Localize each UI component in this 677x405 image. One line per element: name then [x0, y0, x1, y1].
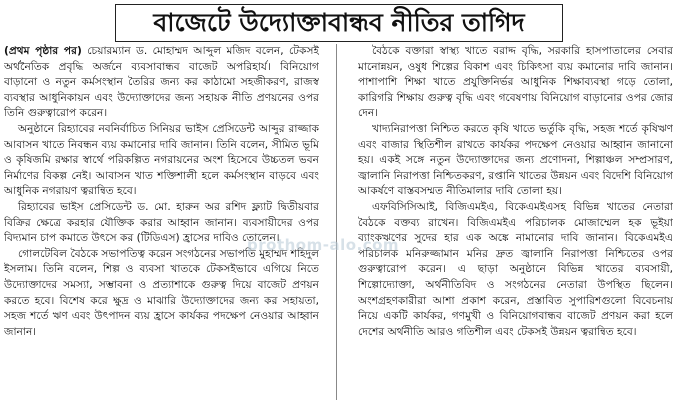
column-divider [336, 44, 337, 400]
left-column [4, 44, 319, 402]
left-paragraph-1-text: চেয়ারম্যান ড. মোহাম্মদ আব্দুল মজিদ বলেন, টেকসই অর্থনৈতিক প্রবৃদ্ধি অর্জনে ব্যবসাবান্ধব বাজেট অপরিহার্য। বিনিয়োগ বাড়ানো ও নতুন কর্মসংস্থান তৈরির জন্য কর কাঠামো সহজীকরণ, রাজস্ব ব্যবস্থার আধুনিকায়ন এবং উদ্যোক্তাদের জন্য সহায়ক নীতি প্রণয়নের ওপর তিনি গুরুত্বারোপ করেন। [4, 45, 319, 120]
right-paragraph-3: এফবিসিসিআই, বিজিএমইএ, বিকেএমইএসহ বিভিন্ন খাতের নেতারা বৈঠকে বক্তব্য রাখেন। বিজিএমইএ পরিচালক মোজাম্মেল হক ভূইয়া ব্যাংকঋণের সুদের হার এক অঙ্কে নামানোর দাবি জানান। বিকেএমইএ পরিচালক মনিরুজ্জামান মনির দ্রুত জ্বালানি নিরাপত্তা নিশ্চিতের ওপর গুরুত্বারোপ করেন। এ ছাড়া অনুষ্ঠানে বিভিন্ন খাতের ব্যবসায়ী, শিল্পোদ্যোক্তা, অর্থনীতিবিদ ও সংগঠনের নেতারা উপস্থিত ছিলেন। অংশগ্রহণকারীরা আশা প্রকাশ করেন, প্রস্তাবিত সুপারিশগুলো বিবেচনায় নিয়ে একটি কার্যকর, গণমুখী ও বিনিয়োগবান্ধব বাজেট প্রণয়ন করা হলে দেশের অর্থনীতি আরও গতিশীল এবং টেকসই উন্নয়ন ত্বরান্বিত হবে। [358, 200, 673, 338]
left-paragraph-1 [4, 44, 319, 122]
headline: বাজেটে উদ্যোক্তাবান্ধব নীতির তাগিদ [153, 8, 525, 37]
right-paragraph-2: খাদ্যনিরাপত্তা নিশ্চিত করতে কৃষি খাতে ভর্তুকি বৃদ্ধি, সহজ শর্তে কৃষিঋণ এবং বাজার স্থিতিশীল রাখতে কার্যকর পদক্ষেপ নেওয়ার আহ্বান জানানো হয়। একই সঙ্গে নতুন উদ্যোক্তাদের জন্য প্রণোদনা, শিল্পাঞ্চল সম্প্রসারণ, জ্বালানি নিরাপত্তা নিশ্চিতকরণ, রপ্তানি খাতের উন্নয়ন এবং বিদেশি বিনিয়োগ আকর্ষণে বাস্তবসম্মত নীতিমালার দাবি তোলা হয়। [358, 122, 673, 198]
headline-box [115, 4, 563, 42]
left-paragraph-3: রিহ্যাবের ভাইস প্রেসিডেন্ট ড. মো. হারুন অর রশিদ ফ্ল্যাট দ্বিতীয়বার বিক্রির ক্ষেত্রে করহার যৌক্তিক করার আহ্বান জানান। ব্যবসায়ীদের ওপর বিদ্যমান চাপ কমাতে উৎসে কর (টিডিএস) হ্রাসের দাবিও তোলেন। [4, 200, 319, 245]
left-paragraph-4: গোলটেবিল বৈঠকে সভাপতিত্ব করেন সংগঠনের সভাপতি মুহাম্মদ শহিদুল ইসলাম। তিনি বলেন, শিল্প ও ব্যবসা খাতকে টেকসইভাবে এগিয়ে নিতে উদ্যোক্তাদের সমস্যা, সম্ভাবনা ও প্রত্যাশাকে গুরুত্ব দিয়ে বাজেট প্রণয়ন করতে হবে। বিশেষ করে ক্ষুদ্র ও মাঝারি উদ্যোক্তাদের জন্য কর সহায়তা, সহজ শর্তে ঋণ এবং উৎপাদন ব্যয় হ্রাসে কার্যকর পদক্ষেপ নেওয়ার আহ্বান জানান। [4, 247, 319, 338]
watermark: prothom-alo.com [247, 236, 400, 254]
continued-from-label: (প্রথম পৃষ্ঠার পর) [4, 45, 82, 57]
right-column [358, 44, 673, 402]
right-paragraph-1: বৈঠকে বক্তারা স্বাস্থ্য খাতে বরাদ্দ বৃদ্ধি, সরকারি হাসপাতালের সেবার মানোন্নয়ন, ওষুধ শিল্পের বিকাশ এবং চিকিৎসা ব্যয় কমানোর দাবি জানান। পাশাপাশি শিক্ষা খাতে প্রযুক্তিনির্ভর আধুনিক শিক্ষাব্যবস্থা গড়ে তোলা, কারিগরি শিক্ষায় গুরুত্ব বৃদ্ধি এবং গবেষণায় বিনিয়োগ বাড়ানোর ওপর জোর দেন। [358, 45, 673, 120]
left-paragraph-2: অনুষ্ঠানে রিহ্যাবের নবনির্বাচিত সিনিয়র ভাইস প্রেসিডেন্ট আব্দুর রাজ্জাক আবাসন খাতে নিবন্ধন ব্যয় কমানোর দাবি জানান। তিনি বলেন, সীমিত ভূমি ও কৃষিজমি রক্ষার স্বার্থে পরিকল্পিত নগরায়নের অংশ হিসেবে উচ্চতল ভবন নির্মাণের বিকল্প নেই। আবাসন খাত শক্তিশালী হলে কর্মসংস্থান বাড়বে এবং আধুনিক নগরায়ণ ত্বরান্বিত হবে। [4, 122, 319, 198]
